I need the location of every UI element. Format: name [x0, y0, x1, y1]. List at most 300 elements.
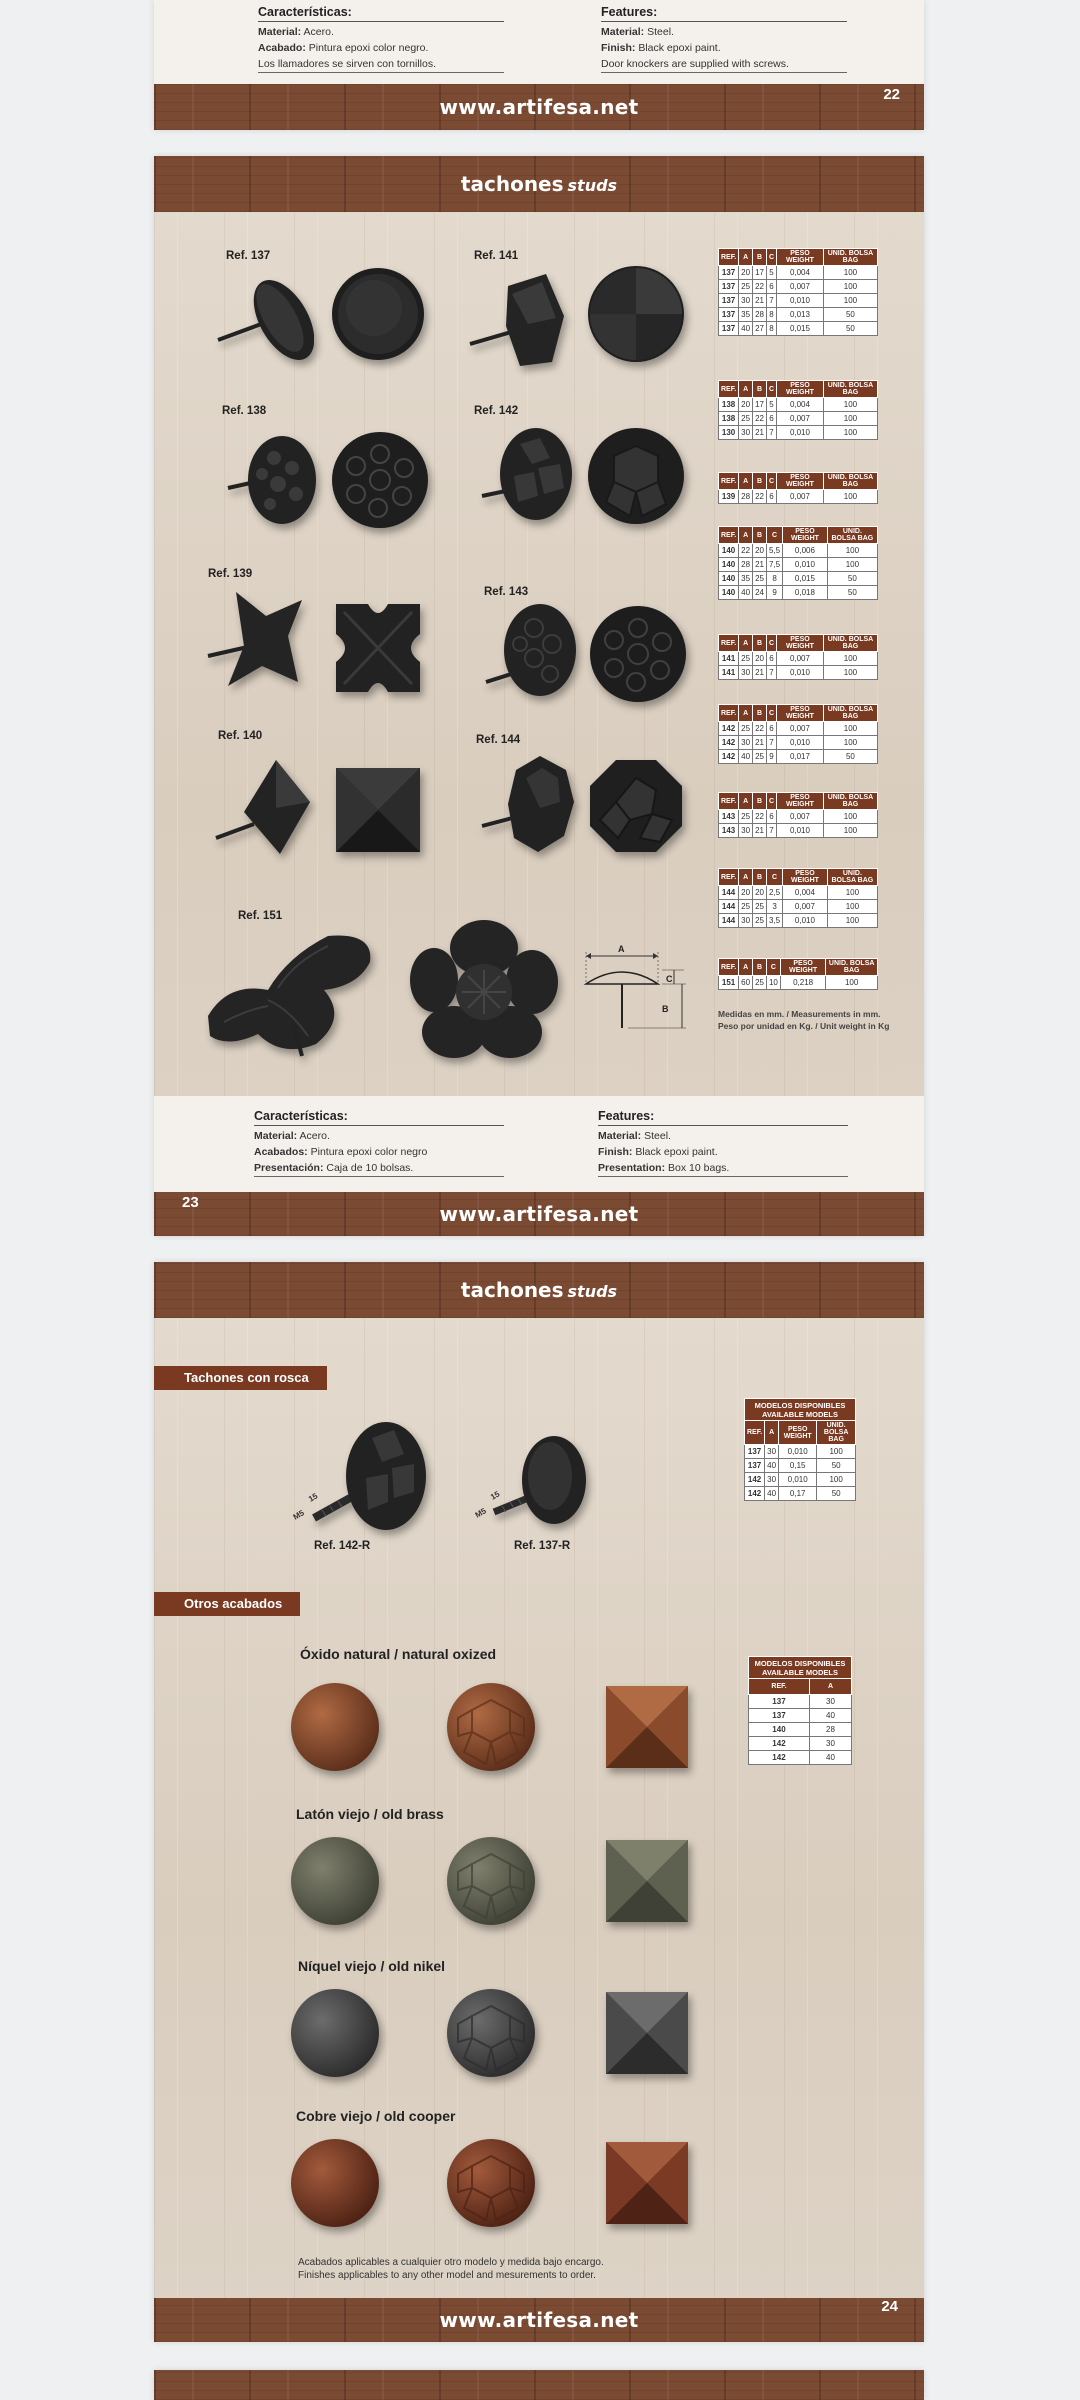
table-row: [719, 558, 878, 572]
finish-swatch-pyramid: [600, 1986, 694, 2080]
table-cell: 21: [753, 666, 767, 680]
stud-138-front-image: [330, 430, 430, 530]
table-row: [719, 544, 878, 558]
table-cell: 22: [753, 412, 767, 426]
available-models-table: [744, 1398, 856, 1501]
table-cell: 22: [739, 544, 753, 558]
table-cell: 40: [809, 1709, 851, 1723]
table-cell: 24: [753, 586, 767, 600]
table-cell: 137: [749, 1709, 810, 1723]
table-cell: 142: [719, 750, 739, 764]
column-header: REF.: [719, 635, 739, 652]
table-cell: 0,004: [777, 266, 824, 280]
ref-label: Ref. 142: [474, 405, 519, 417]
table-cell: 30: [739, 824, 753, 838]
table-cell: 20: [753, 652, 767, 666]
page-number: 22: [883, 86, 900, 103]
finish-swatch-hammered: [444, 1986, 538, 2080]
table-cell: 50: [823, 322, 877, 336]
stud-139-front-image: [332, 600, 424, 696]
site-url[interactable]: www.artifesa.net: [439, 2308, 639, 2332]
table-cell: 0,004: [777, 398, 824, 412]
table-cell: 21: [753, 824, 767, 838]
column-header: UNID. BOLSA BAG: [823, 249, 877, 266]
stud-143-front-image: [588, 604, 688, 704]
table-cell: 0,018: [783, 586, 828, 600]
finish-swatch-pyramid: [600, 1680, 694, 1774]
table-cell: 6: [766, 490, 776, 504]
features-en: [601, 4, 847, 73]
stud-142-side-image: [480, 424, 576, 524]
table-cell: 25: [739, 652, 753, 666]
column-header: UNID. BOLSA BAG: [826, 959, 878, 976]
page-25-header: [154, 2370, 924, 2400]
column-header: PESO WEIGHT: [777, 793, 824, 810]
table-row: [719, 586, 878, 600]
table-cell: 30: [765, 1445, 779, 1459]
table-cell: 143: [719, 824, 739, 838]
table-cell: 0,015: [777, 322, 824, 336]
table-cell: 100: [823, 652, 877, 666]
table-cell: 60: [739, 976, 753, 990]
column-header: B: [753, 869, 767, 886]
spec-table: [718, 868, 878, 928]
table-cell: 35: [739, 308, 753, 322]
table-row: [745, 1459, 856, 1473]
features-es: [254, 1108, 504, 1177]
table-row: [719, 294, 878, 308]
table-cell: 20: [739, 266, 753, 280]
table-cell: 0,007: [783, 900, 828, 914]
column-header: A: [739, 635, 753, 652]
table-cell: 21: [753, 426, 767, 440]
table-row: [719, 322, 878, 336]
table-cell: 50: [823, 308, 877, 322]
table-caption: MODELOS DISPONIBLES AVAILABLE MODELS: [749, 1657, 852, 1679]
table-cell: 0,010: [777, 666, 824, 680]
table-row: [719, 412, 878, 426]
column-header: UNID. BOLSA BAG: [817, 1421, 856, 1445]
available-models-table-2: [748, 1656, 852, 1765]
table-cell: 100: [827, 900, 877, 914]
table-cell: 3: [766, 900, 782, 914]
table-cell: 28: [739, 490, 753, 504]
table-cell: 50: [817, 1459, 856, 1473]
table-cell: 0,010: [777, 426, 824, 440]
table-cell: 2,5: [766, 886, 782, 900]
table-cell: 17: [753, 398, 767, 412]
stud-144-side-image: [480, 752, 576, 856]
table-cell: 20: [753, 544, 767, 558]
column-header: A: [739, 959, 753, 976]
column-header: PESO WEIGHT: [780, 959, 825, 976]
finish-footnote: [298, 2256, 604, 2282]
table-cell: 22: [753, 280, 767, 294]
table-cell: 22: [753, 810, 767, 824]
table-cell: 0,006: [783, 544, 828, 558]
column-header: UNID. BOLSA BAG: [823, 473, 877, 490]
column-header: UNID. BOLSA BAG: [827, 869, 877, 886]
table-cell: 35: [739, 572, 753, 586]
table-cell: 6: [766, 280, 776, 294]
finish-swatch-pyramid: [600, 2136, 694, 2230]
table-cell: 30: [739, 736, 753, 750]
stud-151-side-image: [198, 926, 378, 1058]
finish-label: Latón viejo / old brass: [296, 1806, 444, 1822]
table-cell: 137: [719, 266, 739, 280]
column-header: REF.: [749, 1679, 810, 1695]
table-cell: 25: [753, 750, 767, 764]
table-cell: 25: [739, 722, 753, 736]
table-cell: 138: [719, 412, 739, 426]
table-cell: 50: [827, 586, 877, 600]
column-header: UNID. BOLSA BAG: [823, 793, 877, 810]
table-cell: 137: [719, 322, 739, 336]
header-band: [154, 156, 924, 212]
table-cell: 138: [719, 398, 739, 412]
table-cell: 137: [745, 1459, 765, 1473]
finish-swatch-pyramid: [600, 1834, 694, 1928]
table-cell: 100: [823, 280, 877, 294]
features-en-title: Features:: [598, 1108, 848, 1126]
table-cell: 20: [739, 886, 753, 900]
table-cell: 0,007: [777, 490, 824, 504]
table-cell: 0,007: [777, 810, 824, 824]
table-cell: 25: [753, 572, 767, 586]
column-header: PESO WEIGHT: [783, 527, 828, 544]
column-header: B: [753, 793, 767, 810]
stud-140-side-image: [214, 756, 314, 856]
table-cell: 0,15: [779, 1459, 817, 1473]
page-24: [154, 1262, 924, 2342]
column-header: C: [766, 381, 776, 398]
features-es: [258, 4, 504, 73]
measure-note: [718, 1008, 918, 1032]
table-cell: 100: [826, 976, 878, 990]
table-cell: 50: [823, 750, 877, 764]
table-cell: 137: [719, 280, 739, 294]
table-cell: 7,5: [766, 558, 782, 572]
table-cell: 100: [823, 722, 877, 736]
table-cell: 9: [766, 750, 776, 764]
table-row: [719, 900, 878, 914]
page-23: [154, 156, 924, 1236]
column-header: PESO WEIGHT: [777, 635, 824, 652]
ref-label: Ref. 143: [484, 586, 529, 598]
thread-dimension: [474, 1484, 514, 1524]
site-url[interactable]: www.artifesa.net: [439, 1202, 639, 1226]
table-row: [719, 722, 878, 736]
table-cell: 100: [823, 736, 877, 750]
table-cell: 0,010: [783, 558, 828, 572]
table-cell: 5: [766, 398, 776, 412]
finish-swatch-hammered: [444, 2136, 538, 2230]
table-cell: 100: [823, 490, 877, 504]
table-cell: 40: [765, 1459, 779, 1473]
table-row: [719, 886, 878, 900]
table-cell: 28: [809, 1723, 851, 1737]
table-cell: 137: [745, 1445, 765, 1459]
spec-table: [718, 958, 878, 990]
table-row: [749, 1709, 852, 1723]
table-cell: 17: [753, 266, 767, 280]
features-es-line: Acabado: Pintura epoxi color negro.: [258, 42, 429, 54]
table-cell: 100: [823, 426, 877, 440]
table-cell: 30: [739, 914, 753, 928]
table-cell: 40: [739, 586, 753, 600]
table-row: [745, 1487, 856, 1501]
ref-label: Ref. 137-R: [514, 1540, 571, 1552]
column-header: C: [766, 793, 776, 810]
table-cell: 0,010: [779, 1445, 817, 1459]
table-cell: 100: [817, 1473, 856, 1487]
column-header: C: [766, 527, 782, 544]
finish-swatch-dome: [288, 1834, 382, 1928]
table-cell: 100: [827, 914, 877, 928]
measure-note-line: Peso por unidad en Kg. / Unit weight in Kg: [718, 1021, 890, 1031]
table-cell: 100: [823, 810, 877, 824]
table-row: [719, 976, 878, 990]
table-cell: 100: [827, 558, 877, 572]
footnote-line: Acabados aplicables a cualquier otro modelo y medida bajo encargo.: [298, 2257, 604, 2268]
table-cell: 100: [827, 886, 877, 900]
table-cell: 0,007: [777, 652, 824, 666]
table-cell: 40: [765, 1487, 779, 1501]
column-header: A: [809, 1679, 851, 1695]
table-cell: 0,007: [777, 280, 824, 294]
table-cell: 140: [719, 586, 739, 600]
spec-table: [718, 526, 878, 600]
column-header: A: [739, 869, 753, 886]
table-row: [719, 266, 878, 280]
table-cell: 100: [823, 266, 877, 280]
features-es-line: Los llamadores se sirven con tornillos.: [258, 56, 504, 73]
table-row: [719, 308, 878, 322]
features-es-line: Acabados: Pintura epoxi color negro: [254, 1146, 428, 1158]
table-cell: 130: [719, 426, 739, 440]
features-es-line: Material: Acero.: [258, 26, 334, 38]
ref-label: Ref. 140: [218, 730, 263, 742]
table-cell: 0,010: [783, 914, 828, 928]
diagram-label-a: A: [618, 944, 625, 954]
column-header: REF.: [745, 1421, 765, 1445]
table-cell: 0,015: [783, 572, 828, 586]
table-cell: 7: [766, 736, 776, 750]
table-cell: 100: [823, 412, 877, 426]
column-header: C: [766, 249, 776, 266]
table-cell: 140: [719, 544, 739, 558]
column-header: REF.: [719, 869, 739, 886]
column-header: REF.: [719, 381, 739, 398]
spec-table: [718, 704, 878, 764]
column-header: PESO WEIGHT: [777, 249, 824, 266]
thread-label: M5: [474, 1506, 488, 1520]
finish-label: Cobre viejo / old cooper: [296, 2108, 456, 2124]
ref-label: Ref. 137: [226, 250, 271, 262]
column-header: A: [739, 249, 753, 266]
table-cell: 100: [823, 294, 877, 308]
column-header: A: [739, 705, 753, 722]
table-cell: 100: [827, 544, 877, 558]
column-header: REF.: [719, 705, 739, 722]
table-cell: 30: [809, 1695, 851, 1709]
column-header: C: [766, 959, 780, 976]
spec-table: [718, 380, 878, 440]
table-cell: 139: [719, 490, 739, 504]
table-cell: 40: [809, 1751, 851, 1765]
table-cell: 7: [766, 294, 776, 308]
column-header: B: [753, 959, 767, 976]
features-en-line: Finish: Black epoxi paint.: [598, 1146, 718, 1158]
table-cell: 50: [827, 572, 877, 586]
thread-length-label: 15: [307, 1491, 320, 1504]
table-row: [749, 1737, 852, 1751]
finish-swatch-hammered: [444, 1680, 538, 1774]
table-cell: 0,218: [780, 976, 825, 990]
table-cell: 140: [719, 572, 739, 586]
column-header: C: [766, 869, 782, 886]
features-es-title: Características:: [258, 4, 504, 22]
table-cell: 0,010: [779, 1473, 817, 1487]
table-cell: 25: [739, 900, 753, 914]
features-en-line: Material: Steel.: [601, 26, 674, 38]
table-cell: 25: [753, 976, 767, 990]
table-cell: 142: [745, 1487, 765, 1501]
ref-label: Ref. 144: [476, 734, 521, 746]
table-cell: 100: [817, 1445, 856, 1459]
diagram-label-c: C: [666, 974, 673, 984]
table-cell: 6: [766, 652, 776, 666]
table-row: [719, 652, 878, 666]
column-header: B: [753, 381, 767, 398]
table-cell: 40: [739, 322, 753, 336]
table-cell: 21: [753, 736, 767, 750]
table-row: [745, 1473, 856, 1487]
table-row: [719, 914, 878, 928]
table-cell: 137: [719, 294, 739, 308]
table-cell: 144: [719, 886, 739, 900]
stud-139-side-image: [206, 586, 306, 696]
table-cell: 22: [753, 722, 767, 736]
table-cell: 20: [739, 398, 753, 412]
table-cell: 28: [739, 558, 753, 572]
stud-144-front-image: [586, 756, 686, 856]
table-cell: 0,010: [777, 824, 824, 838]
table-cell: 7: [766, 426, 776, 440]
ref-label: Ref. 142-R: [314, 1540, 371, 1552]
table-cell: 30: [765, 1473, 779, 1487]
column-header: REF.: [719, 959, 739, 976]
table-row: [719, 426, 878, 440]
features-es-line: Material: Acero.: [254, 1130, 330, 1142]
footer-band: [154, 2298, 924, 2342]
finish-swatch-dome: [288, 1986, 382, 2080]
table-cell: 25: [739, 412, 753, 426]
table-row: [719, 810, 878, 824]
column-header: C: [766, 635, 776, 652]
table-cell: 0,010: [777, 736, 824, 750]
table-cell: 40: [739, 750, 753, 764]
features-en-line: Presentation: Box 10 bags.: [598, 1160, 848, 1177]
stud-137-front-image: [330, 266, 426, 362]
table-cell: 141: [719, 652, 739, 666]
features-en-line: Material: Steel.: [598, 1130, 671, 1142]
column-header: B: [753, 527, 767, 544]
features-en-line: Door knockers are supplied with screws.: [601, 56, 847, 73]
stud-140-front-image: [334, 766, 422, 854]
table-cell: 20: [753, 886, 767, 900]
table-cell: 50: [817, 1487, 856, 1501]
table-cell: 30: [739, 426, 753, 440]
table-cell: 8: [766, 308, 776, 322]
table-cell: 137: [749, 1695, 810, 1709]
table-cell: 100: [823, 666, 877, 680]
stud-141-side-image: [468, 266, 568, 370]
finish-label: Níquel viejo / old nikel: [298, 1958, 446, 1974]
table-cell: 6: [766, 810, 776, 824]
finish-swatch-dome: [288, 2136, 382, 2230]
table-cell: 30: [739, 666, 753, 680]
column-header: PESO WEIGHT: [777, 705, 824, 722]
column-header: PESO WEIGHT: [777, 381, 824, 398]
table-cell: 5,5: [766, 544, 782, 558]
column-header: B: [753, 705, 767, 722]
table-cell: 137: [719, 308, 739, 322]
spec-table: [718, 792, 878, 838]
stud-142-front-image: [586, 426, 686, 526]
section-tag-thread: Tachones con rosca: [154, 1366, 327, 1390]
thread-length-label: 15: [489, 1489, 502, 1502]
features-es-line: Presentación: Caja de 10 bolsas.: [254, 1160, 504, 1177]
table-cell: 22: [753, 490, 767, 504]
page-22: [154, 0, 924, 130]
table-cell: 10: [766, 976, 780, 990]
column-header: UNID. BOLSA BAG: [827, 527, 877, 544]
ref-label: Ref. 141: [474, 250, 519, 262]
column-header: REF.: [719, 793, 739, 810]
stud-137-side-image: [214, 268, 314, 368]
site-url[interactable]: www.artifesa.net: [439, 95, 639, 119]
table-row: [719, 398, 878, 412]
table-cell: 140: [749, 1723, 810, 1737]
table-cell: 142: [719, 736, 739, 750]
table-cell: 30: [739, 294, 753, 308]
table-caption: MODELOS DISPONIBLES AVAILABLE MODELS: [745, 1399, 856, 1421]
table-cell: 0,010: [777, 294, 824, 308]
dimension-diagram: [578, 942, 696, 1042]
column-header: REF.: [719, 249, 739, 266]
table-cell: 9: [766, 586, 782, 600]
stud-141-front-image: [586, 264, 686, 364]
column-header: PESO WEIGHT: [783, 869, 828, 886]
column-header: C: [766, 473, 776, 490]
features-en-title: Features:: [601, 4, 847, 22]
table-cell: 0,004: [783, 886, 828, 900]
table-row: [719, 666, 878, 680]
table-cell: 25: [753, 900, 767, 914]
table-cell: 142: [749, 1751, 810, 1765]
table-cell: 142: [749, 1737, 810, 1751]
stud-138-side-image: [224, 428, 320, 528]
thread-label: M5: [292, 1508, 306, 1522]
table-cell: 0,17: [779, 1487, 817, 1501]
column-header: UNID. BOLSA BAG: [823, 381, 877, 398]
table-cell: 7: [766, 666, 776, 680]
page-number: 23: [182, 1194, 199, 1211]
table-cell: 140: [719, 558, 739, 572]
table-row: [719, 750, 878, 764]
table-cell: 0,007: [777, 412, 824, 426]
